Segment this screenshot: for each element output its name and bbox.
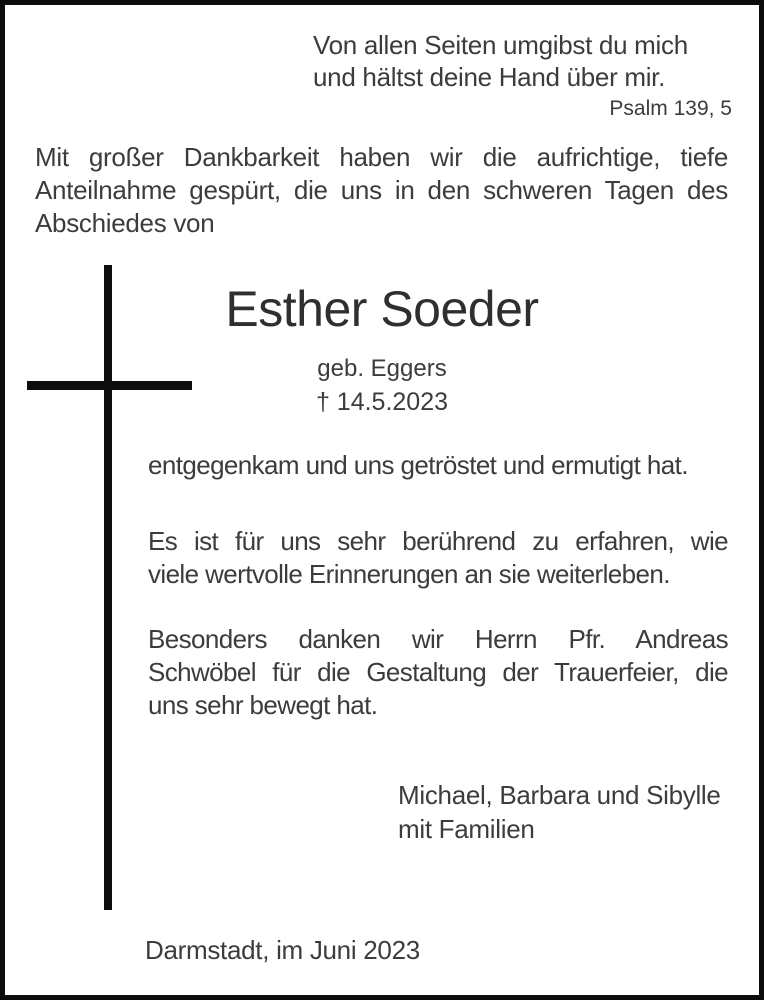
body-paragraph-2-line-1: Es ist für uns sehr berührend zu erfahren, wie — [148, 526, 728, 556]
scripture-quote — [313, 29, 688, 93]
body-paragraph-2 — [148, 525, 728, 591]
mourners-signature-line-2: mit Familien — [398, 814, 535, 844]
body-paragraph-1-line-1: entgegenkam und uns getröstet und ermutigt hat. — [148, 450, 688, 480]
intro-line-3: Abschiedes von — [35, 208, 215, 238]
scripture-source: Psalm 139, 5 — [609, 97, 732, 120]
body-paragraph-3-line-3: uns sehr bewegt hat. — [148, 690, 378, 720]
closing-place-date: Darmstadt, im Juni 2023 — [145, 935, 420, 965]
body-paragraph-2-line-2: viele wertvolle Erinnerungen an sie weiterleben. — [148, 559, 670, 589]
deceased-name: Esther Soeder — [225, 281, 539, 337]
scripture-quote-line-2: und hältst deine Hand über mir. — [313, 62, 666, 92]
maiden-name: geb. Eggers — [317, 355, 447, 382]
body-paragraph-3-line-1: Besonders danken wir Herrn Pfr. Andreas — [148, 624, 728, 654]
body-paragraph-1 — [148, 449, 728, 482]
mourners-signature — [398, 778, 721, 846]
death-date: † 14.5.2023 — [315, 388, 449, 416]
scripture-quote-line-1: Von allen Seiten umgibst du mich — [313, 30, 688, 60]
intro-line-1: Mit großer Dankbarkeit haben wir die aufrichtige, tiefe — [35, 142, 728, 172]
mourners-signature-line-1: Michael, Barbara und Sibylle — [398, 780, 721, 810]
intro-line-2: Anteilnahme gespürt, die uns in den schweren Tagen des — [35, 175, 728, 205]
intro-paragraph — [35, 141, 728, 240]
body-paragraph-3 — [148, 623, 728, 722]
body-paragraph-3-line-2: Schwöbel für die Gestaltung der Trauerfeier, die — [148, 657, 728, 687]
